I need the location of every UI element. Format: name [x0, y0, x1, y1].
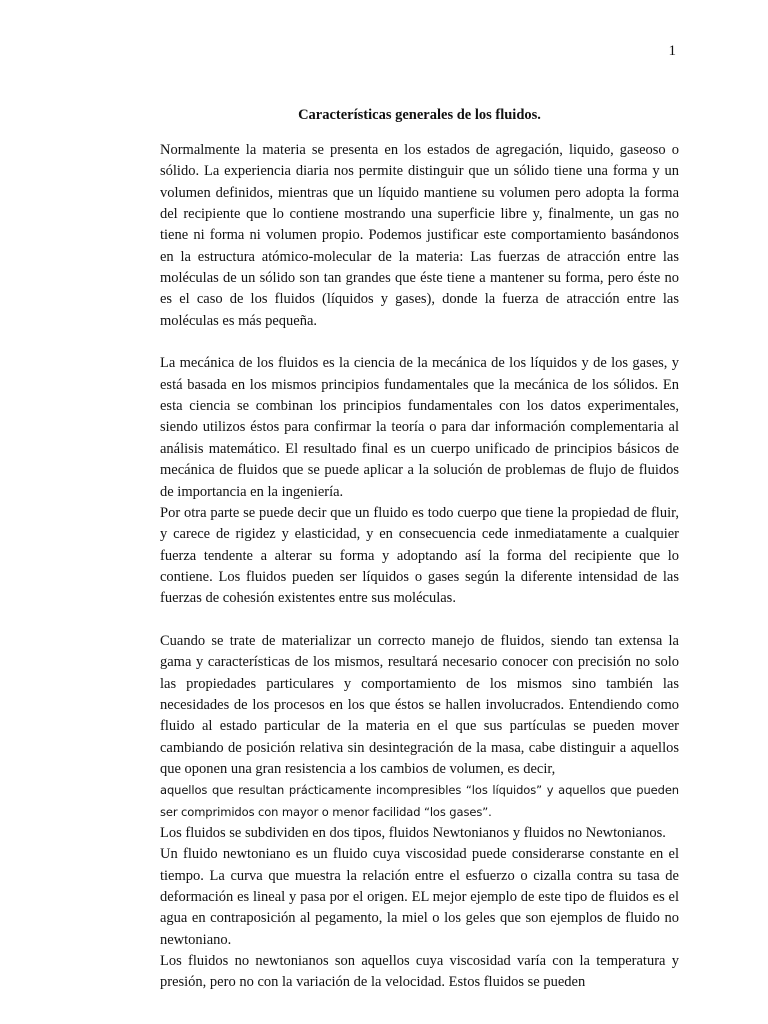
page-number: 1	[668, 43, 676, 59]
paragraph-fluid-handling: Cuando se trate de materializar un correcto manejo de fluidos, siendo tan extensa la gama y características de los mismos, resultará necesario conocer con precisión no solo las propiedades particulares y comportamiento de los mismos sino también las necesidades de los procesos en los que éstos se hallen involucrados. Entendiendo como fluido al estado particular de la materia en el que sus partículas se pueden mover cambiando de posición relativa sin desintegración de la masa, cabe distinguir a aquellos que oponen una gran resistencia a los cambios de volumen, es decir,	[160, 632, 679, 777]
paragraph-fluid-definition: Por otra parte se puede decir que un fluido es todo cuerpo que tiene la propiedad de fluir, y carece de rigidez y elasticidad, y en consecuencia cede inmediatamente a cualquier fuerza tendente a alterar su forma y adoptando así la forma del recipiente que lo contiene. Los fluidos pueden ser líquidos o gases según la diferente intensidad de las fuerzas de cohesión existentes entre sus moléculas.	[160, 504, 679, 607]
page-title: Características generales de los fluidos.	[298, 107, 541, 123]
paragraph-states-of-matter: Normalmente la materia se presenta en los estados de agregación, liquido, gaseoso o sólido. La experiencia diaria nos permite distinguir que un sólido tiene una forma y un volumen definidos, mientras que un líquido mantiene su volumen pero adopta la forma del recipiente que lo contiene mostrando una superficie libre y, finalmente, un gas no tiene ni forma ni volumen propio. Podemos justificar este comportamiento basándonos en la estructura atómico-molecular de la materia: Las fuerzas de atracción entre las moléculas de un sólido son tan grandes que éste tiene a mantener su forma, pero éste no es el caso de los fluidos (líquidos y gases), donde la fuerza de atracción entre las moléculas es más pequeña.	[160, 142, 679, 329]
paragraph-non-newtonian: Los fluidos no newtonianos son aquellos cuya viscosidad varía con la temperatura y presión, pero no con la variación de la velocidad. Estos fluidos se pueden	[160, 953, 679, 991]
paragraph-fluid-mechanics: La mecánica de los fluidos es la ciencia de la mecánica de los líquidos y de los gases, y está basada en los mismos principios fundamentales que la mecánica de los sólidos. En esta ciencia se combinan los principios fundamentales con los datos experimentales, siendo utilizos éstos para confirmar la teoría o para dar información complementaria al análisis matemático. El resultado final es un cuerpo unificado de principios básicos de mecánica de fluidos que se puede aplicar a la solución de problemas de flujo de fluidos de importancia en la ingeniería.	[160, 355, 679, 500]
paragraph-liquids-gases: aquellos que resultan prácticamente incompresibles “los líquidos” y aquellos que pueden ser comprimidos con mayor o menor facilidad “los gases”.	[160, 783, 679, 819]
paragraph-fluid-types: Los fluidos se subdividen en dos tipos, fluidos Newtonianos y fluidos no Newtonianos.	[160, 825, 666, 841]
document-body	[160, 140, 679, 994]
paragraph-newtonian: Un fluido newtoniano es un fluido cuya viscosidad puede considerarse constante en el tiempo. La curva que muestra la relación entre el esfuerzo o cizalla contra su tasa de deformación es lineal y pasa por el origen. EL mejor ejemplo de este tipo de fluidos es el agua en contraposición al pegamento, la miel o los geles que son ejemplos de fluido no newtoniano.	[160, 846, 679, 948]
